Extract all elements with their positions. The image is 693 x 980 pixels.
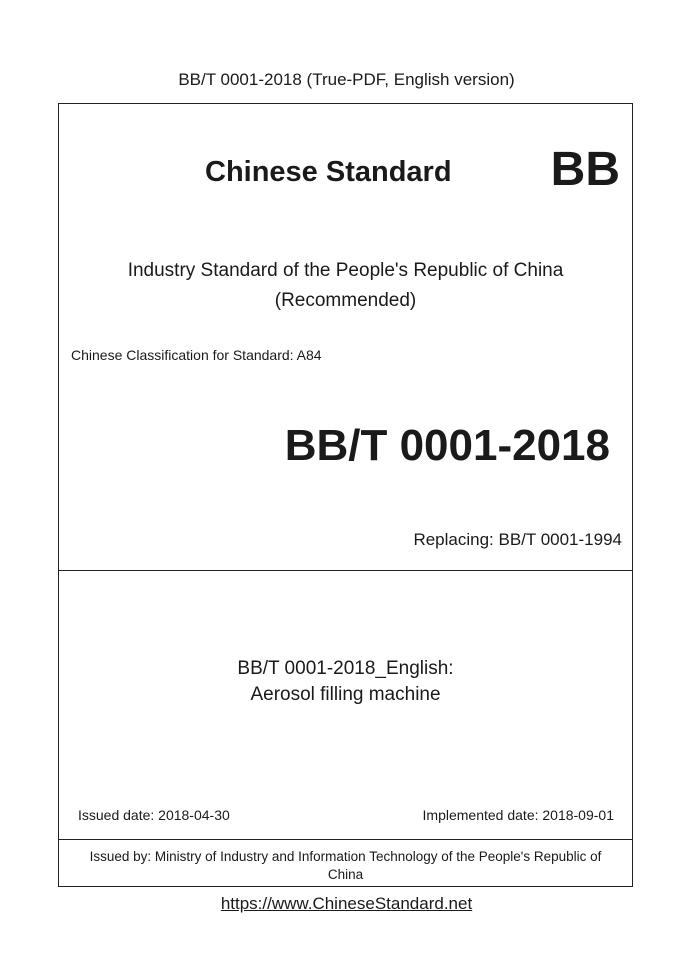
classification-text: Chinese Classification for Standard: A84	[71, 347, 322, 363]
standard-code: BB	[550, 143, 620, 196]
replacing-text: Replacing: BB/T 0001-1994	[413, 530, 622, 549]
issued-date: Issued date: 2018-04-30	[78, 807, 230, 823]
industry-line-1: Industry Standard of the People's Republic of China	[127, 260, 564, 281]
website-link[interactable]: https://www.ChineseStandard.net	[220, 894, 473, 913]
industry-standard-text	[59, 256, 632, 316]
document-title	[59, 656, 632, 708]
section-divider	[59, 570, 632, 571]
title-line-1: BB/T 0001-2018_English:	[237, 658, 454, 679]
issued-by-line-1: Issued by: Ministry of Industry and Information Technology of the People's Republic of	[89, 849, 602, 864]
implemented-date: Implemented date: 2018-09-01	[422, 807, 614, 823]
cover-frame	[58, 103, 633, 887]
document-header: BB/T 0001-2018 (True-PDF, English version)	[178, 70, 515, 89]
industry-line-2: (Recommended)	[274, 290, 417, 311]
standard-number: BB/T 0001-2018	[284, 421, 610, 470]
chinese-standard-heading: Chinese Standard	[205, 156, 452, 188]
issued-by-line-2: China	[327, 867, 364, 882]
title-line-2: Aerosol filling machine	[250, 684, 441, 705]
issued-by	[69, 848, 622, 884]
section-divider	[59, 839, 632, 840]
